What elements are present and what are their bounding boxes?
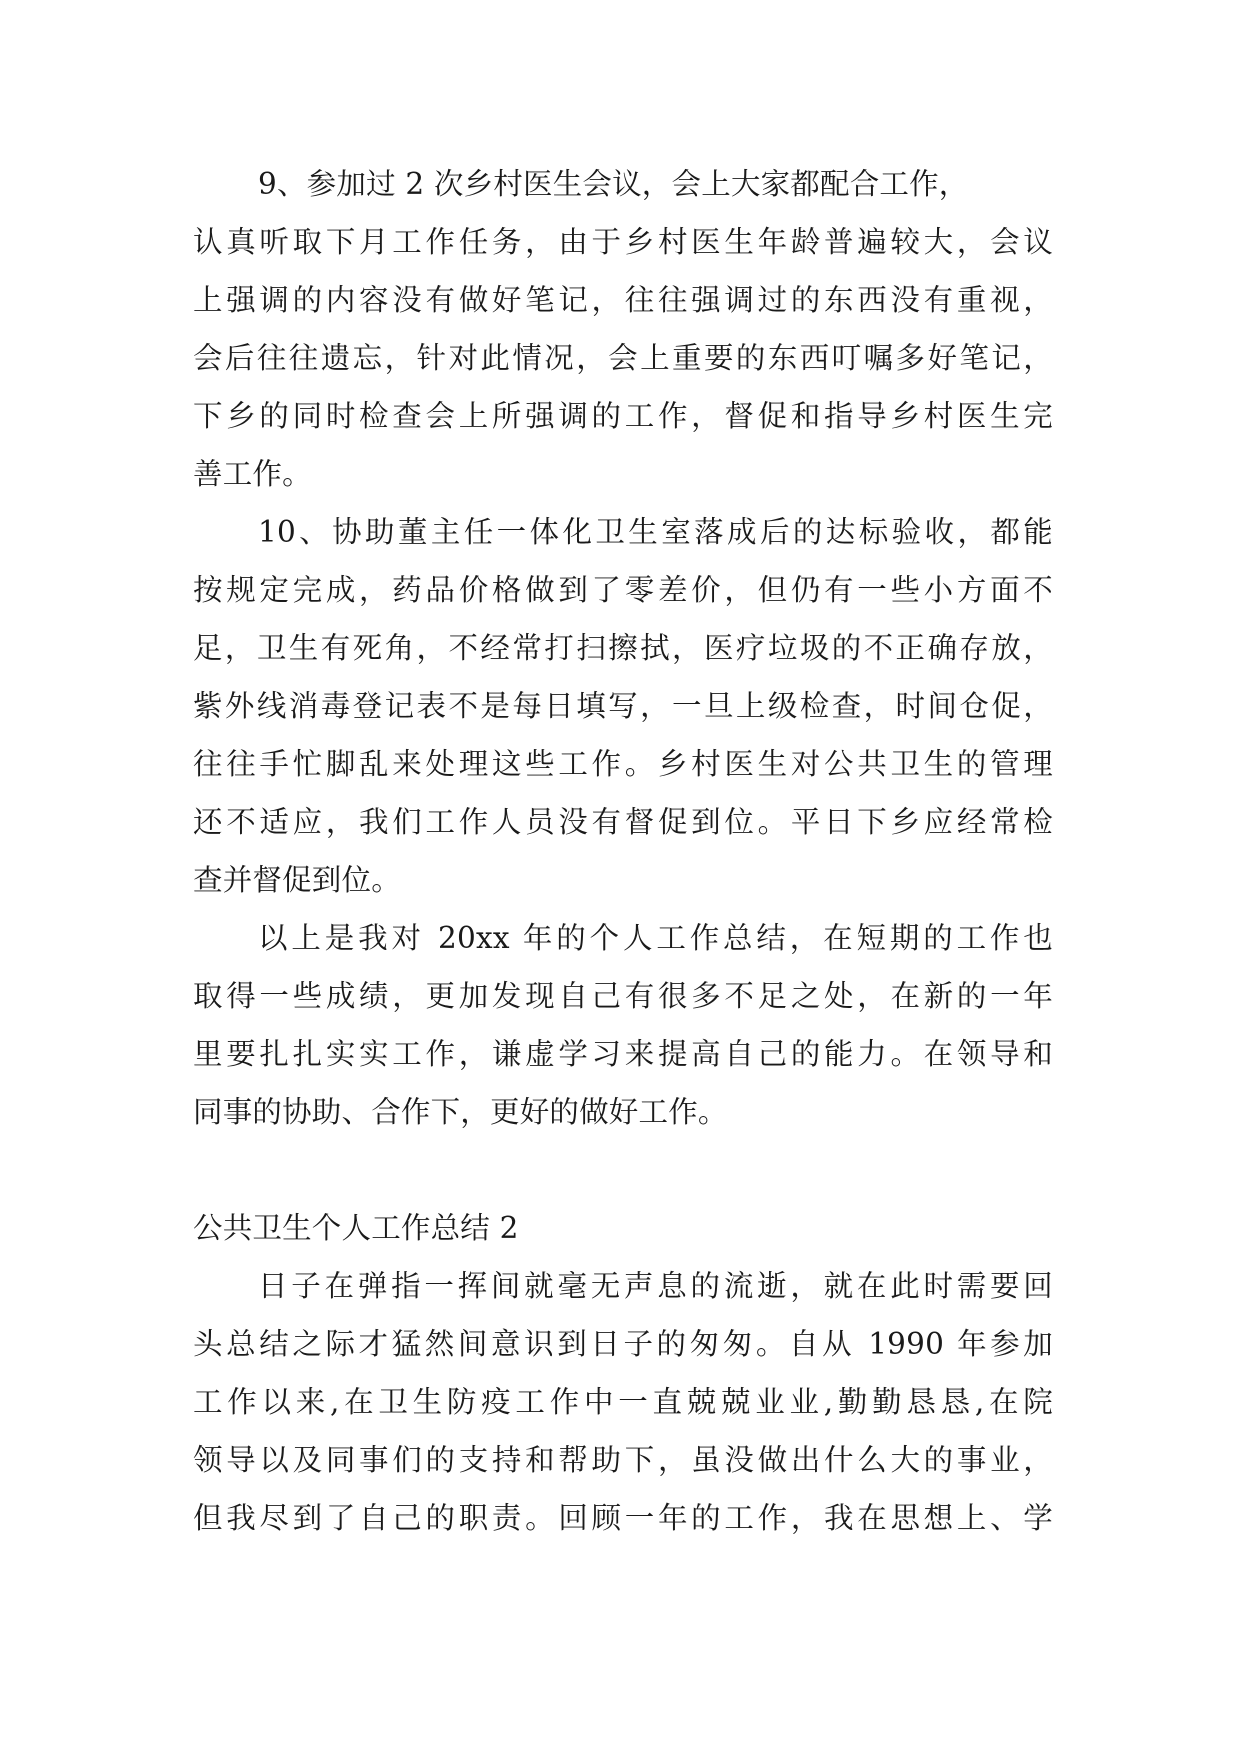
paragraph-9-line-2: 认真听取下月工作任务，由于乡村医生年龄普遍较大，会议 [193,225,1053,259]
paragraph-10-line-6: 还不适应，我们工作人员没有督促到位。平日下乡应经常检 [193,805,1053,839]
paragraph-10-line-7: 查并督促到位。 [193,863,401,897]
summary-line-2: 取得一些成绩，更加发现自己有很多不足之处，在新的一年 [193,979,1053,1013]
intro-line-4: 领导以及同事们的支持和帮助下，虽没做出什么大的事业， [193,1443,1053,1477]
summary-line-1: 以上是我对 20xx 年的个人工作总结，在短期的工作也 [258,921,1053,955]
intro-line-5: 但我尽到了自己的职责。回顾一年的工作，我在思想上、学 [193,1501,1053,1535]
intro-line-2: 头总结之际才猛然间意识到日子的匆匆。自从 1990 年参加 [193,1327,1053,1361]
paragraph-10-line-4: 紫外线消毒登记表不是每日填写，一旦上级检查，时间仓促， [193,689,1053,723]
section-heading: 公共卫生个人工作总结 2 [193,1211,519,1245]
paragraph-10-line-5: 往往手忙脚乱来处理这些工作。乡村医生对公共卫生的管理 [193,747,1053,781]
paragraph-9-line-4: 会后往往遗忘，针对此情况，会上重要的东西叮嘱多好笔记， [193,341,1053,375]
paragraph-9-line-3: 上强调的内容没有做好笔记，往往强调过的东西没有重视， [193,283,1053,317]
paragraph-10-line-3: 足，卫生有死角，不经常打扫擦拭，医疗垃圾的不正确存放， [193,631,1053,665]
summary-line-4: 同事的协助、合作下，更好的做好工作。 [193,1095,728,1129]
intro-line-1: 日子在弹指一挥间就毫无声息的流逝，就在此时需要回 [258,1269,1053,1303]
summary-line-3: 里要扎扎实实工作，谦虚学习来提高自己的能力。在领导和 [193,1037,1053,1071]
paragraph-9-line-1: 9、参加过 2 次乡村医生会议，会上大家都配合工作， [258,167,969,201]
paragraph-10-line-2: 按规定完成，药品价格做到了零差价，但仍有一些小方面不 [193,573,1053,607]
intro-line-3: 工作以来,在卫生防疫工作中一直兢兢业业,勤勤恳恳,在院 [193,1385,1053,1419]
paragraph-10-line-1: 10、协助董主任一体化卫生室落成后的达标验收，都能 [258,515,1053,549]
paragraph-9-line-6: 善工作。 [193,457,312,491]
paragraph-9-line-5: 下乡的同时检查会上所强调的工作，督促和指导乡村医生完 [193,399,1053,433]
